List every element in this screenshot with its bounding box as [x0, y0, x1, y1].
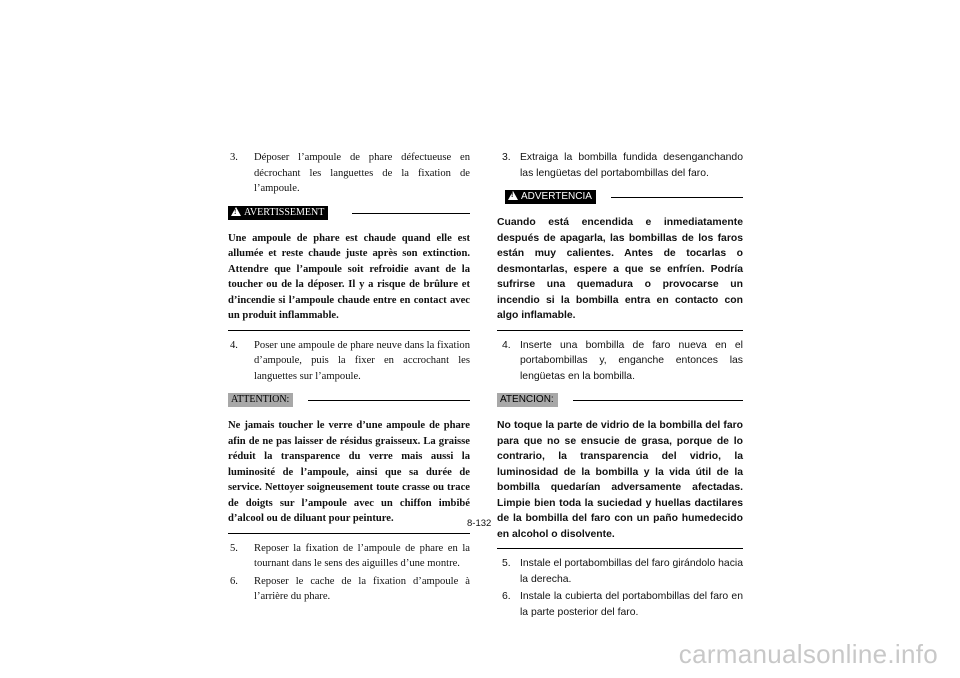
step-text: Poser une ampoule de phare neuve dans la fixation d’ampoule, puis la fixer en accrochant les languettes sur l’ampoule. [254, 339, 470, 382]
step-number: 4. [502, 339, 511, 351]
step-text: Extraiga la bombilla fundida desenganchando las lengüetas del portabombillas del faro. [520, 152, 743, 179]
step-text: Reposer la fixation de l’ampoule de phare en la tournant dans le sens des aiguilles d’une montre. [254, 542, 470, 569]
rule-divider [611, 197, 743, 198]
step-text: Inserte una bombilla de faro nueva en el portabombillas y, enganche entonces las lengüetas en la bombilla. [520, 339, 743, 382]
step-5-fr [228, 541, 470, 572]
watermark: carmanualsonline.info [678, 639, 938, 669]
step-text: Déposer l’ampoule de phare défectueuse en décrochant les languettes de la fixation de l’ampoule. [254, 152, 470, 194]
step-number: 5. [230, 542, 238, 554]
step-6-fr [228, 574, 470, 605]
step-number: 4. [230, 339, 238, 351]
warning-triangle-icon [508, 191, 518, 200]
attention-header-fr [228, 393, 470, 411]
step-text: Reposer le cache de la fixation d’ampoule à l’arrière du phare. [254, 575, 470, 602]
warning-text-es: Cuando está encendida e inmediatamente después de apagarla, las bombillas de los faros están muy calientes. Antes de tocarlas o desmontarlas, espere a que se enfríen. Podría sufrirse una quemadura o provocarse un incendio si la bombilla entra en contacto con algo inflamable. [497, 215, 743, 331]
step-5-es [497, 556, 743, 587]
step-3-fr [228, 150, 470, 197]
step-6-es [497, 589, 743, 620]
step-text: Instale el portabombillas del faro girándolo hacia la derecha. [520, 558, 743, 585]
step-number: 5. [502, 558, 511, 569]
spanish-column [497, 150, 743, 622]
step-3-es [497, 150, 743, 181]
rule-divider [352, 213, 470, 214]
warning-label: ADVERTENCIA [521, 191, 592, 202]
page-number: 8-132 [467, 518, 492, 529]
step-number: 3. [502, 152, 511, 163]
warning-label: AVERTISSEMENT [244, 206, 325, 218]
step-4-fr [228, 338, 470, 385]
step-number: 6. [502, 591, 511, 602]
attention-text-es: No toque la parte de vidrio de la bombilla del faro para que no se ensucie de grasa, porque de lo contrario, la transparencia del vidrio, la luminosidad de la bombilla y la vida útil de la bombilla quedarían adversamente afectadas. Limpie bien toda la suciedad y huellas dactilares de la bombilla del faro con un paño humedecido en alcohol o disolvente. [497, 418, 743, 549]
rule-divider [308, 400, 470, 401]
attention-badge: ATENCION: [497, 393, 558, 407]
warning-header-fr [228, 206, 470, 224]
warning-badge [228, 206, 328, 220]
step-text: Instale la cubierta del portabombillas del faro en la parte posterior del faro. [520, 591, 743, 618]
step-number: 6. [230, 575, 238, 587]
french-column [228, 150, 470, 607]
warning-triangle-icon [231, 207, 241, 216]
step-4-es [497, 338, 743, 385]
attention-badge: ATTENTION: [228, 393, 293, 407]
warning-text-fr: Une ampoule de phare est chaude quand elle est allumée et reste chaude juste après son extinction. Attendre que l’ampoule soit refroidie avant de la toucher ou de la déposer. Il y a risque de brûlure et d’incendie si l’ampoule chaude entre en contact avec un produit inflammable. [228, 231, 470, 331]
warning-header-es [497, 190, 743, 208]
attention-text-fr: Ne jamais toucher le verre d’une ampoule de phare afin de ne pas laisser de résidus graisseux. La graisse réduit la transparence du verre mais aussi la luminosité de l’ampoule, ainsi que sa durée de service. Nettoyer soigneusement toute crasse ou trace de doigts sur l’ampoule avec un chiffon imbibé d’alcool ou de diluant pour peinture. [228, 418, 470, 534]
warning-badge [505, 190, 596, 204]
attention-header-es [497, 393, 743, 411]
step-number: 3. [230, 152, 238, 163]
rule-divider [573, 400, 743, 401]
